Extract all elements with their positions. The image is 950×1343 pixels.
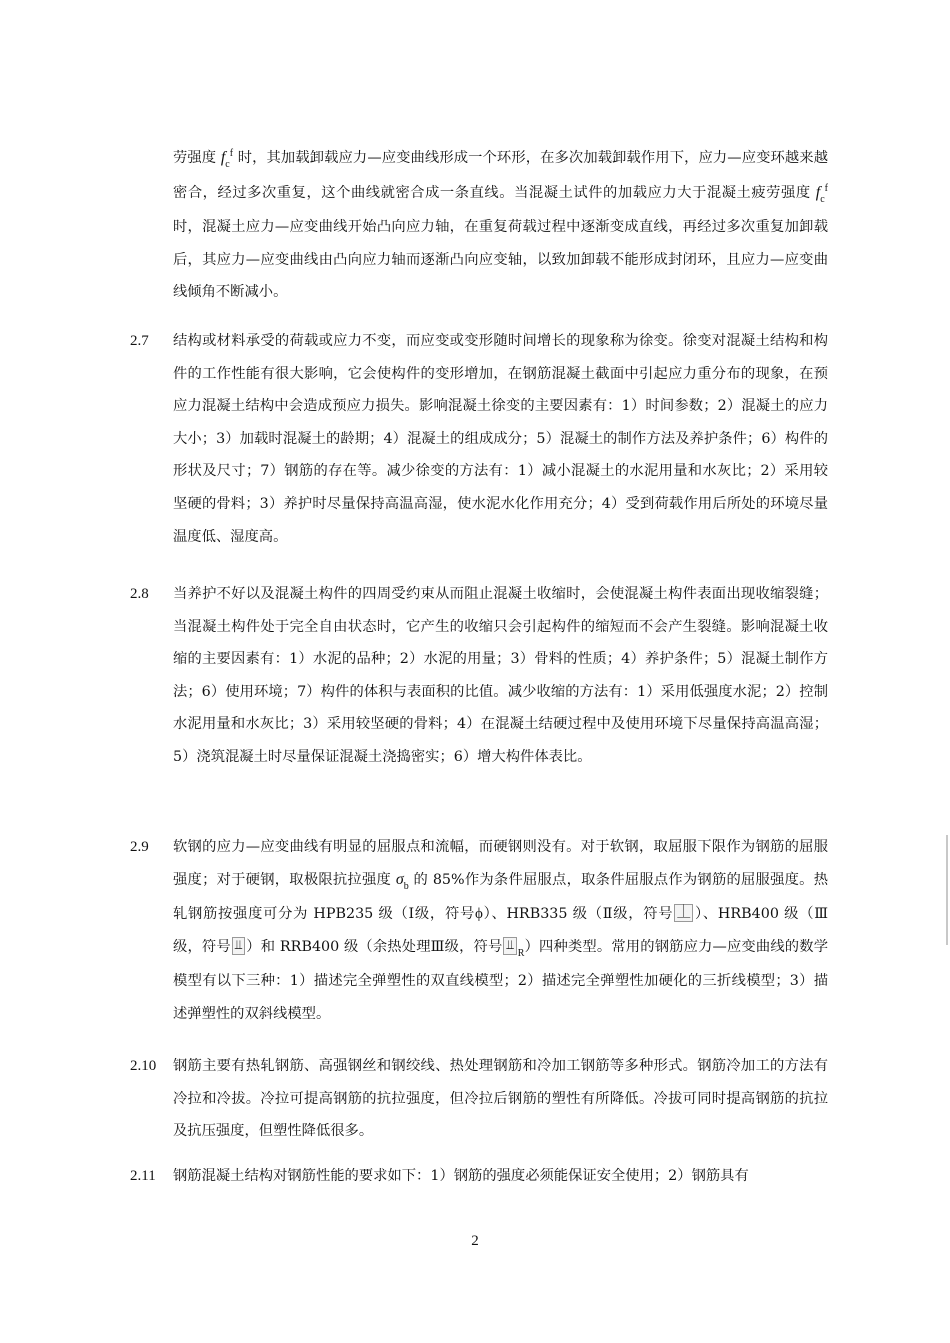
- section-number: 2.7: [130, 333, 149, 349]
- hrb335-rebar-symbol: ⏊: [674, 904, 693, 922]
- page-number: 2: [471, 1233, 479, 1249]
- text-run: 时，混凝土应力—应变曲线开始凸向应力轴，在重复荷载过程中逐渐变成直线，再经过多次重复加卸载后，其应力—应变曲线由凸向应力轴而逐渐凸向应变轴，以致加卸载不能形成封闭环，且应力—应变曲线倾角不断减小。: [173, 219, 828, 301]
- section-number: 2.11: [130, 1168, 156, 1184]
- rrb400-rebar-symbol: ⫫: [503, 937, 516, 955]
- continued-paragraph: [173, 142, 830, 309]
- fatigue-strength-symbol: f: [815, 183, 821, 201]
- subscript: c: [225, 159, 230, 170]
- section-number: 2.9: [130, 839, 149, 855]
- section-number: 2.8: [130, 586, 149, 602]
- subscript: c: [820, 193, 825, 205]
- section-number: 2.10: [130, 1058, 157, 1074]
- superscript: f: [824, 182, 828, 194]
- fatigue-strength-symbol: f: [220, 149, 226, 166]
- paragraph-text: 结构或材料承受的荷载或应力不变，而应变或变形随时间增长的现象称为徐变。徐变对混凝土结构和构件的工作性能有很大影响，它会使构件的变形增加，在钢筋混凝土截面中引起应力重分布的现象，在预应力混凝土结构中会造成预应力损失。影响混凝土徐变的主要因素有：1）时间参数；2）混凝土的应力大小；3）加载时混凝土的龄期；4）混凝土的组成成分；5）混凝土的制作方法及养护条件；6）构件的形状及尺寸；7）钢筋的存在等。减少徐变的方法有：1）减小混凝土的水泥用量和水灰比；2）采用较坚硬的骨料；3）养护时尽量保持高温高湿，使水泥水化作用充分；4）受到荷载作用后所处的环境尽量温度低、湿度高。: [173, 333, 828, 545]
- scan-edge-mark: [946, 835, 948, 945]
- text-run: ）、HRB335 级（Ⅱ级，符号: [482, 906, 674, 923]
- section-2-8: [130, 578, 830, 774]
- subscript: R: [517, 947, 525, 959]
- paragraph-text: 钢筋主要有热轧钢筋、高强钢丝和钢绞线、热处理钢筋和冷加工钢筋等多种形式。钢筋冷加工的方法有冷拉和冷拔。冷拉可提高钢筋的抗拉强度，但冷拉后钢筋的塑性有所降低。冷拔可同时提高钢筋的抗拉及抗压强度，但塑性降低很多。: [173, 1058, 828, 1140]
- paragraph-text: [173, 831, 828, 1031]
- subscript: b: [403, 880, 409, 892]
- text-run: 软钢的应力—应变曲线有明显的屈服点和流幅，而硬钢则没有。对于软钢，取屈服下限作为钢筋的屈服强度；对于硬钢，取极限抗拉强度: [173, 839, 828, 888]
- paragraph-text: [173, 142, 828, 309]
- hrb400-rebar-symbol: ⫫: [232, 937, 245, 955]
- section-2-11: [130, 1160, 830, 1193]
- section-2-9: [130, 831, 830, 1031]
- text-run: 时，其加载卸载应力—应变曲线形成一个环形，在多次加载卸载作用下，应力—应变环越来越密合，经过多次重复，这个曲线就密合成一条直线。当混凝土试件的加载应力大于混凝土疲劳强度: [173, 150, 828, 201]
- hpb235-rebar-symbol: ϕ: [474, 906, 483, 923]
- section-2-7: [130, 325, 830, 553]
- text-run: ）和 RRB400 级（余热处理Ⅲ级，符号: [246, 938, 503, 955]
- paragraph-text: 钢筋混凝土结构对钢筋性能的要求如下：1）钢筋的强度必须能保证安全使用；2）钢筋具有: [173, 1168, 749, 1184]
- text-run: ）四种类型。常用的钢筋应力—应变曲线的数学模型有以下三种：1）描述完全弹塑性的双直线模型；2）描述完全弹塑性加硬化的三折线模型；3）描述弹塑性的双斜线模型。: [173, 938, 829, 1022]
- paragraph-text: 当养护不好以及混凝土构件的四周受约束从而阻止混凝土收缩时，会使混凝土构件表面出现收缩裂缝；当混凝土构件处于完全自由状态时，它产生的收缩只会引起构件的缩短而不会产生裂缝。影响混凝土收缩的主要因素有：1）水泥的品种；2）水泥的用量；3）骨料的性质；4）养护条件；5）混凝土制作方法；6）使用环境；7）构件的体积与表面积的比值。减少收缩的方法有：1）采用低强度水泥；2）控制水泥用量和水灰比；3）采用较坚硬的骨料；4）在混凝土结硬过程中及使用环境下尽量保持高温高湿；5）浇筑混凝土时尽量保证混凝土浇捣密实；6）增大构件体表比。: [173, 586, 829, 765]
- text-run: 的 85%作为条件屈服点，取条件屈服点作为钢筋的屈服强度。热轧钢筋按强度可分为 HPB235 级（Ⅰ级，符号: [173, 871, 828, 923]
- sigma-symbol: σ: [395, 870, 404, 888]
- text-run: ）、HRB400 级（Ⅲ级，符号: [173, 906, 828, 955]
- section-2-10: [130, 1050, 830, 1148]
- text-run: 劳强度: [173, 150, 221, 166]
- superscript: f: [229, 148, 234, 159]
